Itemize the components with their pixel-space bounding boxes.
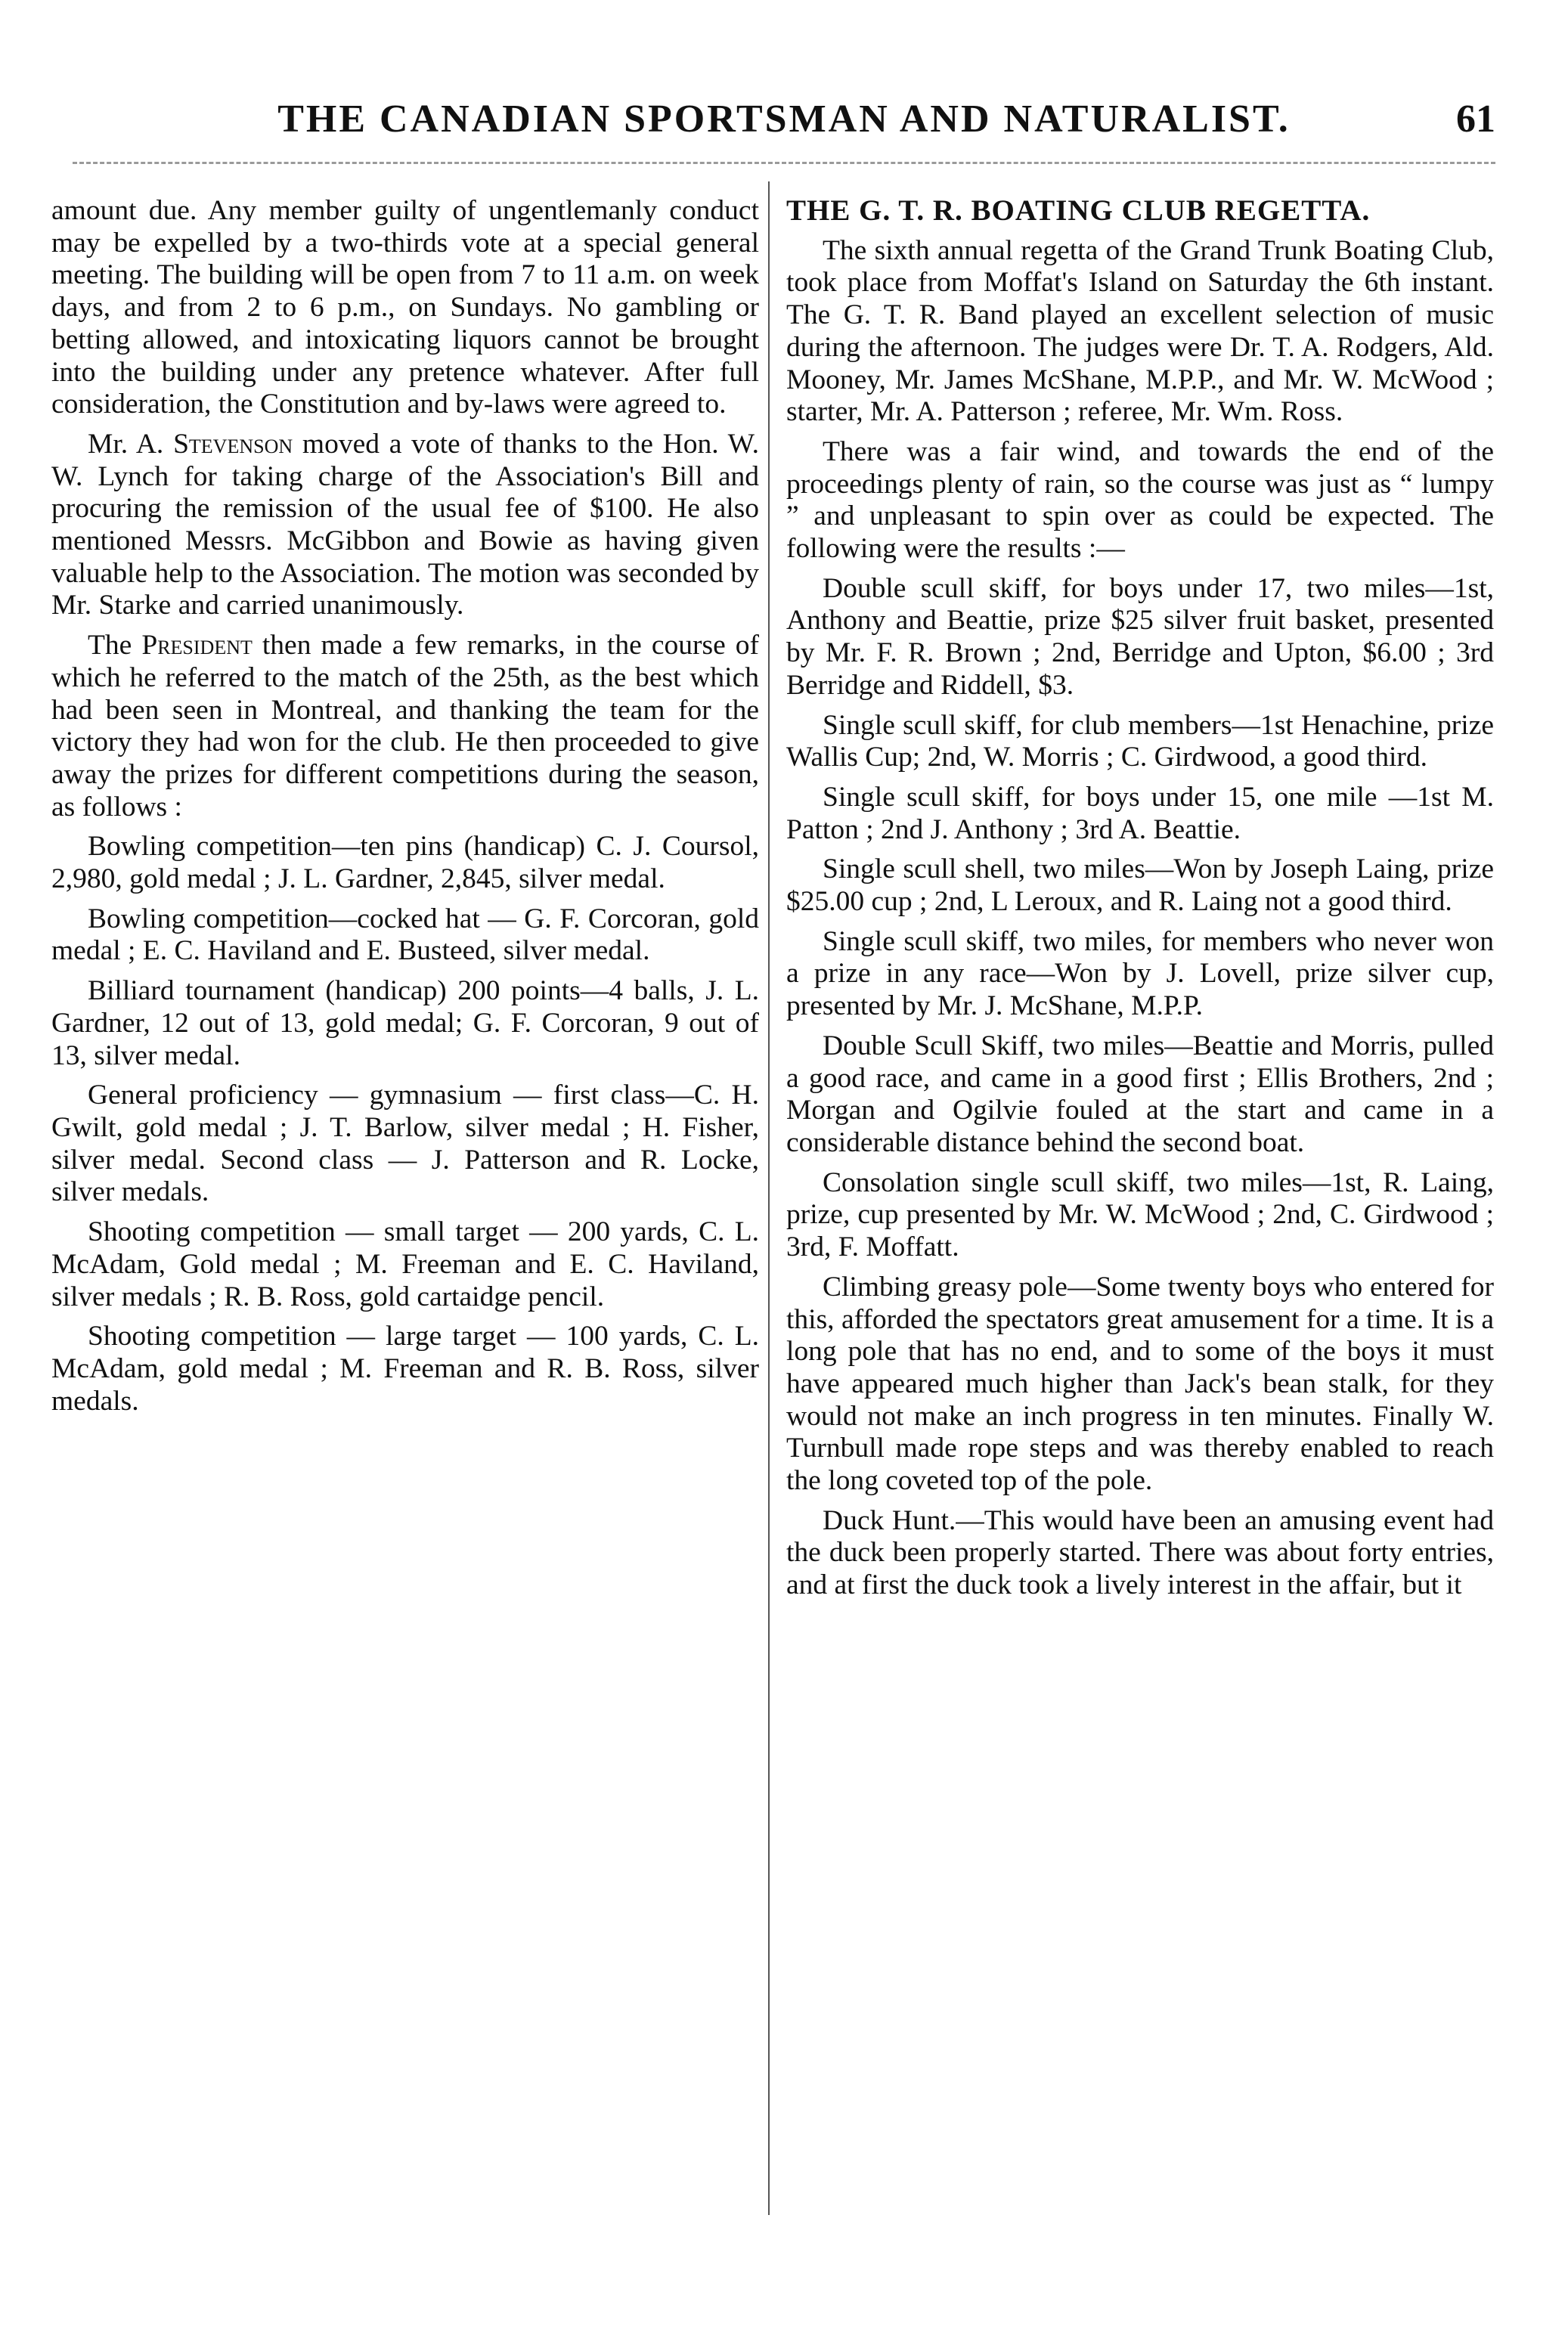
paragraph-text: Single scull skiff, for club members—1st Henachine, prize Wallis Cup; 2nd, W. Morris ; C. Girdwood, a good third. <box>786 709 1494 773</box>
paragraph-text: There was a fair wind, and towards the end of the proceedings plenty of rain, so the course was just as “ lumpy ” and unpleasant to spin over as could be expected. The following were the results :— <box>786 435 1494 565</box>
race-result <box>786 926 1494 1023</box>
paragraph <box>786 1505 1494 1602</box>
speaker-name: President <box>141 630 253 661</box>
paragraph-text: Billiard tournament (handicap) 200 points—4 balls, J. L. Gardner, 12 out of 13, gold medal; G. F. Corcoran, 9 out of 13, silver medal. <box>51 975 759 1071</box>
page-number: 61 <box>1456 98 1495 141</box>
paragraph-text: Single scull skiff, for boys under 15, one mile —1st M. Patton ; 2nd J. Anthony ; 3rd A. Beattie. <box>786 781 1494 845</box>
race-result <box>786 573 1494 702</box>
paragraph <box>786 1272 1494 1498</box>
publication-title: THE CANADIAN SPORTSMAN AND NATURALIST. <box>277 98 1291 141</box>
paragraph-text: Single scull skiff, two miles, for members who never won a prize in any race—Won by J. Lovell, prize silver cup, presented by Mr. J. McShane, M.P.P. <box>786 925 1494 1022</box>
paragraph-text: Consolation single scull skiff, two miles—1st, R. Laing, prize, cup presented by Mr. W. McWood ; 2nd, C. Girdwood ; 3rd, F. Moffatt. <box>786 1166 1494 1263</box>
prize-entry <box>51 831 759 895</box>
race-result <box>786 1030 1494 1160</box>
paragraph-text: Shooting competition — small target — 200 yards, C. L. McAdam, Gold medal ; M. Freeman and E. C. Haviland, silver medals ; R. B. Ross, gold cartaidge pencil. <box>51 1216 759 1312</box>
race-result <box>786 854 1494 918</box>
paragraph-text: amount due. Any member guilty of ungentlemanly conduct may be expelled by a two-thirds vote at a special general meeting. The building will be open from 7 to 11 a.m. on week days, and from 2 to 6 p.m., on Sundays. No gambling or betting allowed, and intoxicating liquors cannot be brought into the building under any pretence whatever. After full consideration, the Constitution and by-laws were agreed to. <box>51 195 759 420</box>
paragraph-lead: Mr. A. <box>88 428 174 460</box>
column-divider <box>768 181 770 2215</box>
paragraph-text: Single scull shell, two miles—Won by Joseph Laing, prize $25.00 cup ; 2nd, L Leroux, and R. Laing not a good third. <box>786 854 1494 918</box>
paragraph <box>786 235 1494 429</box>
left-column <box>51 195 759 1425</box>
paragraph-text: Double scull skiff, for boys under 17, two miles—1st, Anthony and Beattie, prize $25 silver fruit basket, presented by Mr. F. R. Brown ; 2nd, Berridge and Upton, $6.00 ; 3rd Berridge and Riddell, $3. <box>786 572 1494 701</box>
running-head <box>73 97 1495 157</box>
paragraph <box>51 630 759 823</box>
race-result <box>786 1167 1494 1264</box>
paragraph-text: The sixth annual regetta of the Grand Trunk Boating Club, took place from Moffat's Island on Saturday the 6th instant. The G. T. R. Band played an excellent selection of music during the afternoon. The judges were Dr. T. A. Rodgers, Ald. Mooney, Mr. James McShane, M.P.P., and Mr. W. McWood ; starter, Mr. A. Patterson ; referee, Mr. Wm. Ross. <box>786 234 1494 428</box>
speaker-name: Stevenson <box>173 428 293 460</box>
paragraph-text: Duck Hunt.—This would have been an amusing event had the duck been properly started. There was about forty entries, and at first the duck took a lively interest in the affair, but it <box>786 1504 1494 1601</box>
paragraph <box>786 436 1494 565</box>
paragraph-text: Bowling competition—ten pins (handicap) C. J. Coursol, 2,980, gold medal ; J. L. Gardner, 2,845, silver medal. <box>51 831 759 895</box>
race-result <box>786 782 1494 846</box>
paragraph-text: Climbing greasy pole—Some twenty boys who entered for this, afforded the spectators great amusement for a time. It is a long pole that has no end, and to some of the boys it must have appeared much higher than Jack's bean stalk, for they would not make an inch progress in ten minutes. Finally W. Turnbull made rope steps and was thereby enabled to reach the long coveted top of the pole. <box>786 1271 1494 1497</box>
race-result <box>786 710 1494 774</box>
paragraph-lead: The <box>88 630 142 661</box>
paragraph <box>51 195 759 421</box>
header-rule <box>73 162 1495 164</box>
prize-entry <box>51 975 759 1072</box>
paragraph-text: Double Scull Skiff, two miles—Beattie and Morris, pulled a good race, and came in a good first ; Ellis Brothers, 2nd ; Morgan and Ogilvie fouled at the start and came in a considerable distance behind the second boat. <box>786 1030 1494 1158</box>
paragraph-text: Bowling competition—cocked hat — G. F. Corcoran, gold medal ; E. C. Haviland and E. Busteed, silver medal. <box>51 903 759 967</box>
prize-entry <box>51 1216 759 1313</box>
paragraph-text: General proficiency — gymnasium — first class—C. H. Gwilt, gold medal ; J. T. Barlow, silver medal ; H. Fisher, silver medal. Second class — J. Patterson and R. Locke, silver medals. <box>51 1080 759 1208</box>
prize-entry <box>51 1321 759 1417</box>
prize-entry <box>51 1080 759 1209</box>
prize-entry <box>51 903 759 968</box>
article-heading: THE G. T. R. BOATING CLUB REGETTA. <box>786 194 1371 227</box>
paragraph <box>51 429 759 622</box>
right-column <box>786 195 1494 1609</box>
paragraph-text: moved a vote of thanks to the Hon. W. W. Lynch for taking charge of the Association's Bill and procuring the remission of the usual fee of $100. He also mentioned Messrs. McGibbon and Bowie as having given valuable help to the Association. The motion was seconded by Mr. Starke and carried unanimously. <box>51 428 759 621</box>
paragraph-text: Shooting competition — large target — 100 yards, C. L. McAdam, gold medal ; M. Freeman and R. B. Ross, silver medals. <box>51 1321 759 1417</box>
paragraph-text: then made a few remarks, in the course of which he referred to the match of the 25th, as the best which had been seen in Montreal, and thanking the team for the victory they had won for the club. He then proceeded to give away the prizes for different competitions during the season, as follows : <box>51 630 759 823</box>
